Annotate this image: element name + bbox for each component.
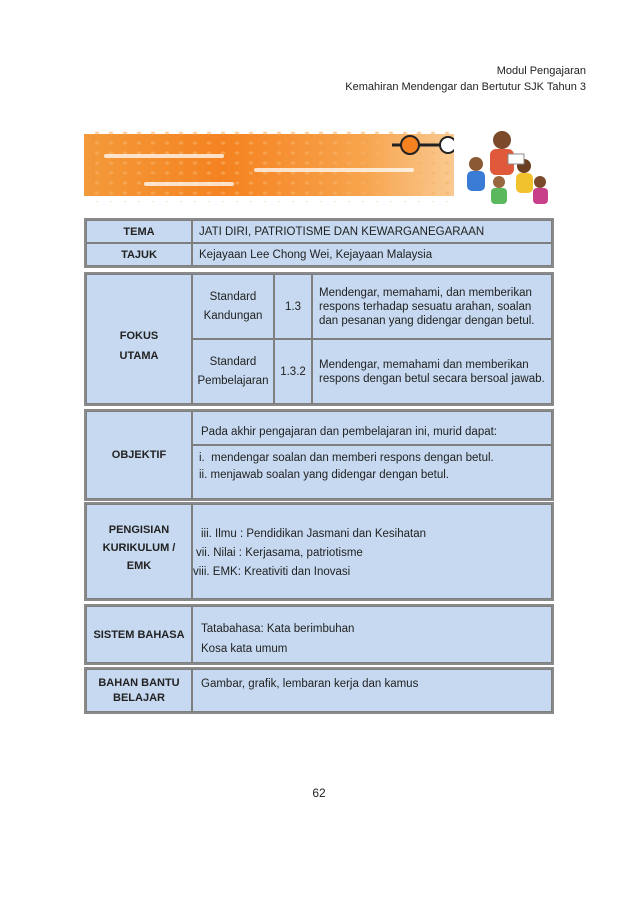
sistem-bahasa-label: SISTEM BAHASA [86, 606, 192, 663]
list-item: viii. EMK: Kreativiti dan Inovasi [193, 566, 351, 578]
standard-pembelajaran-description: Mendengar, memahami dan memberikan respons dengan betul secara bersoal jawab. [312, 339, 552, 404]
list-item: Tatabahasa: Kata berimbuhan [201, 623, 355, 635]
bahan-bantu-value: Gambar, grafik, lembaran kerja dan kamus [192, 669, 552, 712]
bahan-bantu-label: BAHAN BANTU BELAJAR [86, 669, 192, 712]
page-number: 62 [312, 786, 326, 800]
tema-tajuk-table [84, 218, 554, 268]
children-reading-illustration [454, 124, 554, 208]
objektif-list [192, 445, 552, 499]
pengisian-kurikulum-table [84, 502, 554, 601]
list-item: Kosa kata umum [201, 643, 288, 655]
standard-kandungan-row [192, 274, 552, 339]
standard-kandungan-label: Standard Kandungan [192, 274, 274, 339]
pengisian-kurikulum-label: PENGISIAN KURIKULUM / EMK [86, 504, 192, 599]
list-item: ii. menjawab soalan yang didengar dengan betul. [199, 469, 449, 481]
list-item: iii. Ilmu : Pendidikan Jasmani dan Kesihatan [201, 528, 427, 540]
fokus-utama-label: FOKUS UTAMA [86, 274, 192, 404]
banner-connector-icon [388, 132, 458, 158]
sistem-bahasa-list [192, 606, 552, 663]
objektif-intro: Pada akhir pengajaran dan pembelajaran ini, murid dapat: [192, 411, 552, 445]
pengisian-kurikulum-list [192, 504, 552, 599]
bahan-bantu-table [84, 667, 554, 714]
tajuk-row [86, 243, 552, 266]
sistem-bahasa-table [84, 604, 554, 665]
standard-kandungan-description: Mendengar, memahami, dan memberikan respons terhadap sesuatu arahan, soalan dan pesanan yang didengar dengan betul. [312, 274, 552, 339]
header-module-title: Modul Pengajaran [496, 65, 586, 77]
list-item: i. mendengar soalan dan memberi respons dengan betul. [199, 452, 494, 464]
fokus-utama-table [84, 272, 554, 406]
list-item: vii. Nilai : Kerjasama, patriotisme [196, 547, 363, 559]
standard-kandungan-number: 1.3 [274, 274, 312, 339]
standard-pembelajaran-number: 1.3.2 [274, 339, 312, 404]
objektif-label: OBJEKTIF [86, 411, 192, 499]
banner-image [84, 124, 554, 208]
standard-pembelajaran-label: Standard Pembelajaran [192, 339, 274, 404]
objektif-table [84, 409, 554, 501]
tajuk-value: Kejayaan Lee Chong Wei, Kejayaan Malaysia [192, 243, 552, 266]
tema-row [86, 220, 552, 243]
header-subject-title: Kemahiran Mendengar dan Bertutur SJK Tahun 3 [345, 81, 586, 93]
tajuk-label: TAJUK [86, 243, 192, 266]
page-header [345, 63, 586, 95]
tema-value: JATI DIRI, PATRIOTISME DAN KEWARGANEGARAAN [192, 220, 552, 243]
standard-pembelajaran-row [192, 339, 552, 404]
tema-label: TEMA [86, 220, 192, 243]
